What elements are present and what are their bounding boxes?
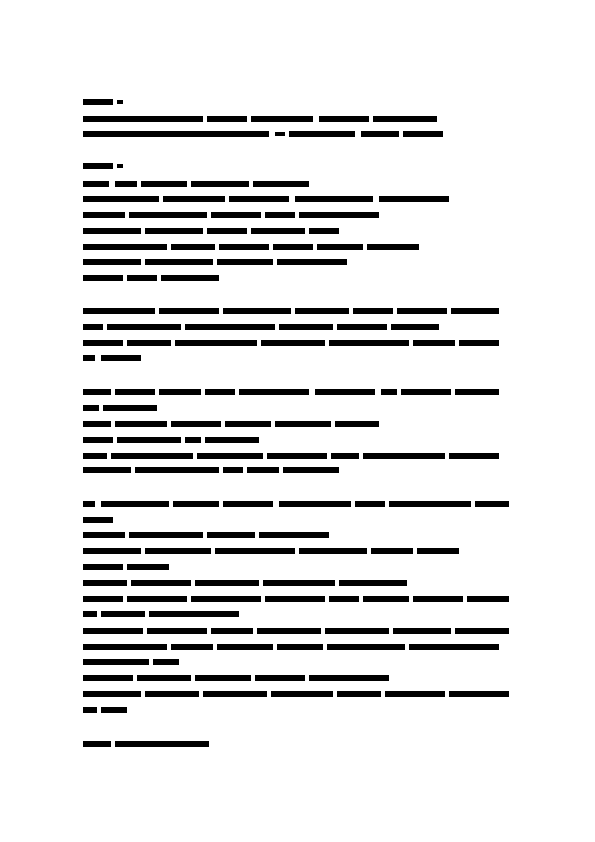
text-line xyxy=(83,116,443,122)
text-line xyxy=(83,405,163,411)
text-line xyxy=(83,707,143,713)
text-line xyxy=(83,467,343,473)
text-line xyxy=(83,324,443,330)
text-line xyxy=(83,644,503,650)
text-line xyxy=(83,675,393,681)
text-line xyxy=(83,691,513,697)
text-line xyxy=(83,99,143,105)
text-line xyxy=(83,517,123,523)
text-line xyxy=(83,659,183,665)
text-line xyxy=(83,741,213,747)
text-line xyxy=(83,580,413,586)
text-line xyxy=(83,564,183,570)
text-line xyxy=(83,275,223,281)
text-line xyxy=(83,611,243,617)
text-line xyxy=(83,628,513,634)
text-line xyxy=(83,212,383,218)
text-line xyxy=(83,340,503,346)
text-line xyxy=(83,389,503,395)
text-line xyxy=(83,421,383,427)
text-line xyxy=(83,532,333,538)
text-line xyxy=(83,501,513,507)
text-line xyxy=(83,596,513,602)
text-line xyxy=(83,131,443,137)
text-line xyxy=(83,548,463,554)
text-line xyxy=(83,308,503,314)
text-line xyxy=(83,355,163,361)
text-line xyxy=(83,181,313,187)
text-line xyxy=(83,244,423,250)
text-line xyxy=(83,259,353,265)
text-line xyxy=(83,196,453,202)
text-line xyxy=(83,437,263,443)
text-line xyxy=(83,163,143,169)
text-line xyxy=(83,453,503,459)
text-line xyxy=(83,228,343,234)
